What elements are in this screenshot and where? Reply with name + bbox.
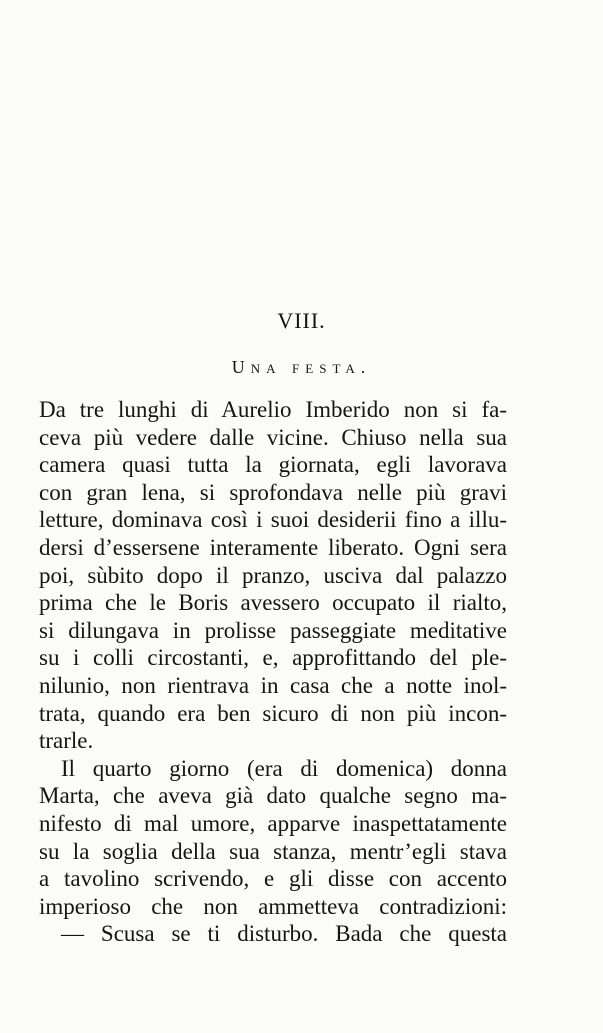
text-line: si dilungava in prolisse passeggiate meditative (39, 617, 507, 643)
body-text (39, 396, 507, 948)
text-line: su i colli circostanti, e, approfittando del ple- (39, 645, 507, 671)
text-line: ceva più vedere dalle vicine. Chiuso nella sua (39, 424, 507, 450)
text-line: imperioso che non ammetteva contradizioni: (39, 893, 507, 919)
chapter-title: Una festa. (231, 357, 372, 377)
text-line: prima che le Boris avessero occupato il rialto, (39, 590, 507, 616)
chapter-number: VIII. (277, 308, 326, 333)
text-line: con gran lena, si sprofondava nelle più gravi (39, 479, 507, 505)
text-line: trata, quando era ben sicuro di non più incon- (39, 700, 507, 726)
text-line: — Scusa se ti disturbo. Bada che questa (61, 921, 507, 947)
text-line: poi, sùbito dopo il pranzo, usciva dal palazzo (39, 562, 507, 588)
text-line: su la soglia della sua stanza, mentr’egli stava (39, 838, 507, 864)
text-line: Marta, che aveva già dato qualche segno ma- (39, 783, 507, 809)
text-line: Da tre lunghi di Aurelio Imberido non si fa- (39, 397, 507, 422)
text-line: nilunio, non rientrava in casa che a notte inol- (39, 672, 507, 698)
text-line: letture, dominava così i suoi desiderii fino a illu- (39, 507, 507, 533)
text-line: dersi d’essersene interamente liberato. Ogni sera (39, 534, 507, 560)
text-line: camera quasi tutta la giornata, egli lavorava (39, 452, 507, 478)
text-line: a tavolino scrivendo, e gli disse con accento (39, 866, 507, 892)
text-line: nifesto di mal umore, apparve inaspettatamente (39, 810, 507, 836)
text-line: trarle. (39, 728, 94, 754)
text-line: Il quarto giorno (era di domenica) donna (61, 755, 507, 781)
